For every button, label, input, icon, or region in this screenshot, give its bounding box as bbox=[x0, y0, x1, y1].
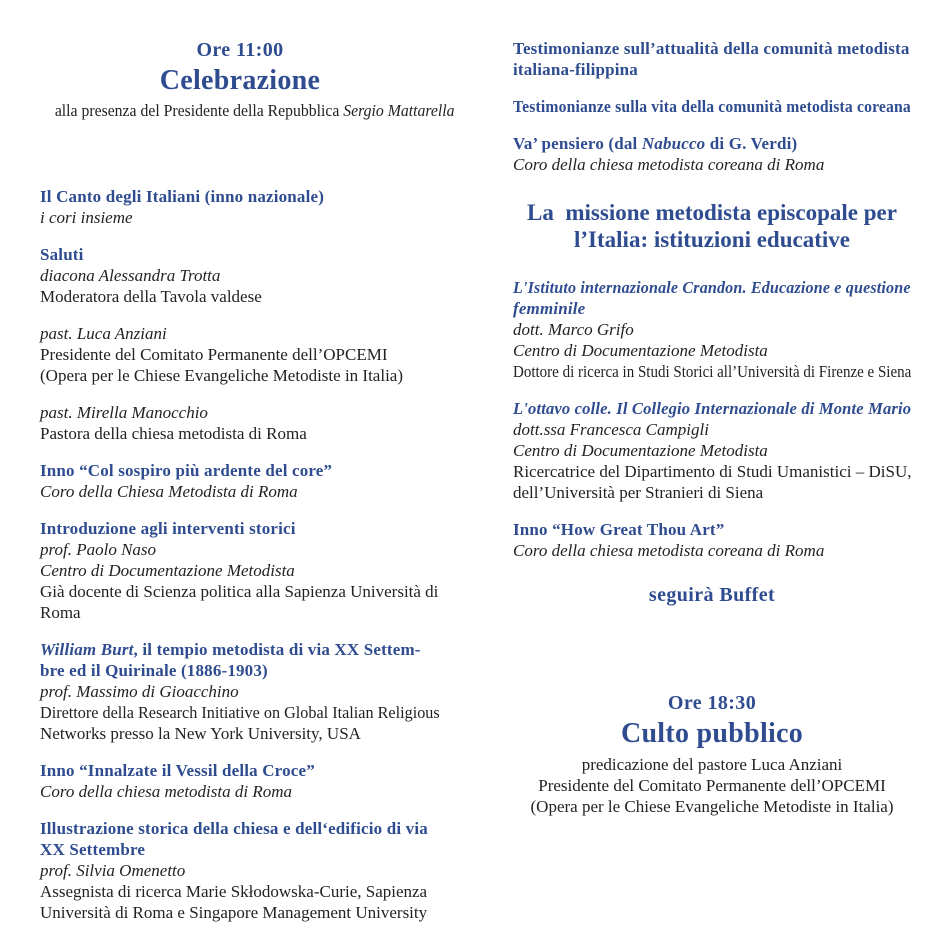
program-item bbox=[513, 38, 911, 80]
heading-italic-text: femminile bbox=[513, 299, 586, 318]
program-item bbox=[40, 244, 440, 307]
italic-text: dott. Marco Grifo bbox=[513, 320, 634, 339]
program-line bbox=[40, 344, 440, 365]
body-text: Pastora della chiesa metodista di Roma bbox=[40, 424, 307, 443]
program-line bbox=[513, 419, 911, 440]
heading-text: Inno “Innalzate il Vessil della Croce” bbox=[40, 761, 315, 780]
heading-italic-text: L'ottavo colle. Il Collegio Internazionale di Monte Mario bbox=[513, 399, 912, 418]
body-text: Moderatora della Tavola valdese bbox=[40, 287, 262, 306]
section-title-line: La missione metodista episcopale per bbox=[527, 200, 897, 225]
program-line bbox=[513, 133, 911, 154]
evening-details bbox=[513, 754, 911, 817]
program-line bbox=[513, 154, 911, 175]
heading-text: Inno “Col sospiro più ardente del core” bbox=[40, 461, 333, 480]
evening-event-time: Ore 18:30 bbox=[667, 692, 757, 714]
program-line bbox=[40, 723, 440, 744]
program-line bbox=[40, 818, 440, 839]
program-line bbox=[40, 186, 440, 207]
program-item bbox=[40, 323, 440, 386]
program-line bbox=[40, 265, 440, 286]
heading-text: bre ed il Quirinale (1886-1903) bbox=[40, 661, 268, 680]
italic-text: prof. Paolo Naso bbox=[40, 540, 157, 559]
subtitle-text: alla presenza del Presidente della Repubblica bbox=[54, 101, 344, 120]
heading-italic-text: William Burt bbox=[40, 640, 134, 659]
body-text: Università di Roma e Singapore Management University bbox=[40, 903, 428, 922]
morning-event-header bbox=[40, 38, 455, 122]
heading-text: Inno “How Great Thou Art” bbox=[513, 520, 725, 539]
evening-event-title: Culto pubblico bbox=[620, 718, 804, 749]
program-line bbox=[513, 398, 912, 419]
program-line bbox=[40, 402, 440, 423]
program-line bbox=[40, 481, 440, 502]
body-text: dell’Università per Stranieri di Siena bbox=[513, 483, 764, 502]
morning-event-time: Ore 11:00 bbox=[196, 39, 284, 61]
heading-text: Illustrazione storica della chiesa e dell‘edificio di via bbox=[40, 819, 428, 838]
heading-text: Il Canto degli Italiani (inno nazionale) bbox=[40, 187, 325, 206]
program-line bbox=[513, 277, 911, 298]
program-item bbox=[513, 398, 911, 503]
program-line bbox=[40, 286, 440, 307]
body-text: Direttore della Research Initiative on Global Italian Religious bbox=[40, 703, 440, 722]
program-line bbox=[513, 482, 911, 503]
program-line bbox=[40, 760, 440, 781]
detail-line: Presidente del Comitato Permanente dell’OPCEMI bbox=[538, 776, 886, 795]
program-item bbox=[513, 133, 911, 175]
column-gap bbox=[440, 38, 513, 944]
italic-text: past. Luca Anziani bbox=[40, 324, 167, 343]
program-line bbox=[40, 702, 440, 723]
heading-text: Testimonianze sulla vita della comunità metodista coreana bbox=[513, 97, 911, 116]
italic-text: Coro della Chiesa Metodista di Roma bbox=[40, 482, 298, 501]
program-item bbox=[513, 96, 911, 117]
italic-text: i cori insieme bbox=[40, 208, 133, 227]
program-line bbox=[40, 839, 440, 860]
heading-text: italiana-filippina bbox=[513, 60, 638, 79]
morning-event-subtitle bbox=[54, 100, 455, 122]
program-item bbox=[40, 402, 440, 444]
program-line bbox=[40, 781, 440, 802]
program-line bbox=[513, 540, 911, 561]
evening-event-header bbox=[513, 691, 911, 817]
italic-text: Centro di Documentazione Metodista bbox=[513, 341, 768, 360]
buffet-note: seguirà Buffet bbox=[648, 584, 776, 606]
section-title-line: l’Italia: istituzioni educative bbox=[574, 227, 850, 252]
program-line bbox=[40, 881, 440, 902]
italic-text: Coro della chiesa metodista coreana di Roma bbox=[513, 155, 825, 174]
program-line bbox=[513, 340, 911, 361]
program-line bbox=[40, 902, 440, 923]
program-line bbox=[513, 298, 911, 319]
program-line bbox=[40, 560, 440, 581]
program-item bbox=[513, 277, 911, 382]
right-column bbox=[513, 38, 911, 944]
body-text: Presidente del Comitato Permanente dell’OPCEMI bbox=[40, 345, 388, 364]
program-line bbox=[40, 518, 440, 539]
italic-text: diacona Alessandra Trotta bbox=[40, 266, 221, 285]
program-items-right-mid bbox=[513, 277, 911, 561]
program-items-right-top bbox=[513, 38, 911, 175]
program-items-left bbox=[40, 186, 440, 923]
detail-line: (Opera per le Chiese Evangeliche Metodiste in Italia) bbox=[530, 797, 894, 816]
heading-text: di G. Verdi) bbox=[705, 134, 798, 153]
body-text: Assegnista di ricerca Marie Skłodowska-Curie, Sapienza bbox=[40, 882, 428, 901]
program-line bbox=[40, 602, 440, 623]
body-text: (Opera per le Chiese Evangeliche Metodiste in Italia) bbox=[40, 366, 403, 385]
body-text: Networks presso la New York University, USA bbox=[40, 724, 361, 743]
program-item bbox=[513, 519, 911, 561]
program-line bbox=[40, 365, 440, 386]
program-line bbox=[40, 581, 440, 602]
heading-text: Introduzione agli interventi storici bbox=[40, 519, 296, 538]
program-item bbox=[40, 518, 440, 623]
program-line bbox=[513, 38, 911, 59]
body-text: Dottore di ricerca in Studi Storici all’Università di Firenze e Siena bbox=[513, 362, 912, 381]
program-line bbox=[40, 681, 440, 702]
program-item bbox=[40, 760, 440, 802]
program-item bbox=[40, 186, 440, 228]
heading-text: XX Settembre bbox=[40, 840, 146, 859]
heading-text: , il tempio metodista di via XX Settem- bbox=[133, 640, 421, 659]
section-title bbox=[513, 199, 911, 253]
italic-text: past. Mirella Manocchio bbox=[40, 403, 208, 422]
program-line bbox=[40, 660, 440, 681]
program-line bbox=[40, 244, 440, 265]
italic-text: dott.ssa Francesca Campigli bbox=[513, 420, 709, 439]
program-line bbox=[40, 423, 440, 444]
italic-text: Centro di Documentazione Metodista bbox=[513, 441, 768, 460]
program-item bbox=[40, 818, 440, 923]
body-text: Roma bbox=[40, 603, 81, 622]
program-line bbox=[40, 207, 440, 228]
italic-text: Centro di Documentazione Metodista bbox=[40, 561, 295, 580]
italic-text: prof. Silvia Omenetto bbox=[40, 861, 186, 880]
heading-italic-text: L'Istituto internazionale Crandon. Educazione e questione bbox=[513, 278, 911, 297]
program-line bbox=[40, 539, 440, 560]
program-line bbox=[40, 639, 440, 660]
program-line bbox=[513, 59, 911, 80]
program-line bbox=[513, 361, 912, 382]
program-item bbox=[40, 460, 440, 502]
heading-text: Testimonianze sull’attualità della comunità metodista bbox=[513, 39, 910, 58]
italic-text: Coro della chiesa metodista di Roma bbox=[40, 782, 292, 801]
morning-event-title: Celebrazione bbox=[159, 65, 321, 96]
program-line bbox=[513, 519, 911, 540]
program-line bbox=[513, 96, 911, 117]
heading-text: Va’ pensiero (dal bbox=[513, 134, 642, 153]
left-column bbox=[40, 38, 455, 944]
body-text: Ricercatrice del Dipartimento di Studi Umanistici – DiSU, bbox=[513, 462, 912, 481]
program-item bbox=[40, 639, 440, 744]
program-line bbox=[40, 460, 440, 481]
program-line bbox=[513, 461, 911, 482]
heading-text: Saluti bbox=[40, 245, 84, 264]
detail-line: predicazione del pastore Luca Anziani bbox=[581, 755, 843, 774]
italic-text: Coro della chiesa metodista coreana di Roma bbox=[513, 541, 825, 560]
subtitle-president-name: Sergio Mattarella bbox=[343, 101, 455, 120]
heading-italic-text: Nabucco bbox=[641, 134, 706, 153]
body-text: Già docente di Scienza politica alla Sapienza Università di bbox=[40, 582, 439, 601]
program-line bbox=[40, 323, 440, 344]
program-line bbox=[513, 319, 911, 340]
program-line bbox=[40, 860, 440, 881]
italic-text: prof. Massimo di Gioacchino bbox=[40, 682, 239, 701]
program-line bbox=[513, 440, 911, 461]
